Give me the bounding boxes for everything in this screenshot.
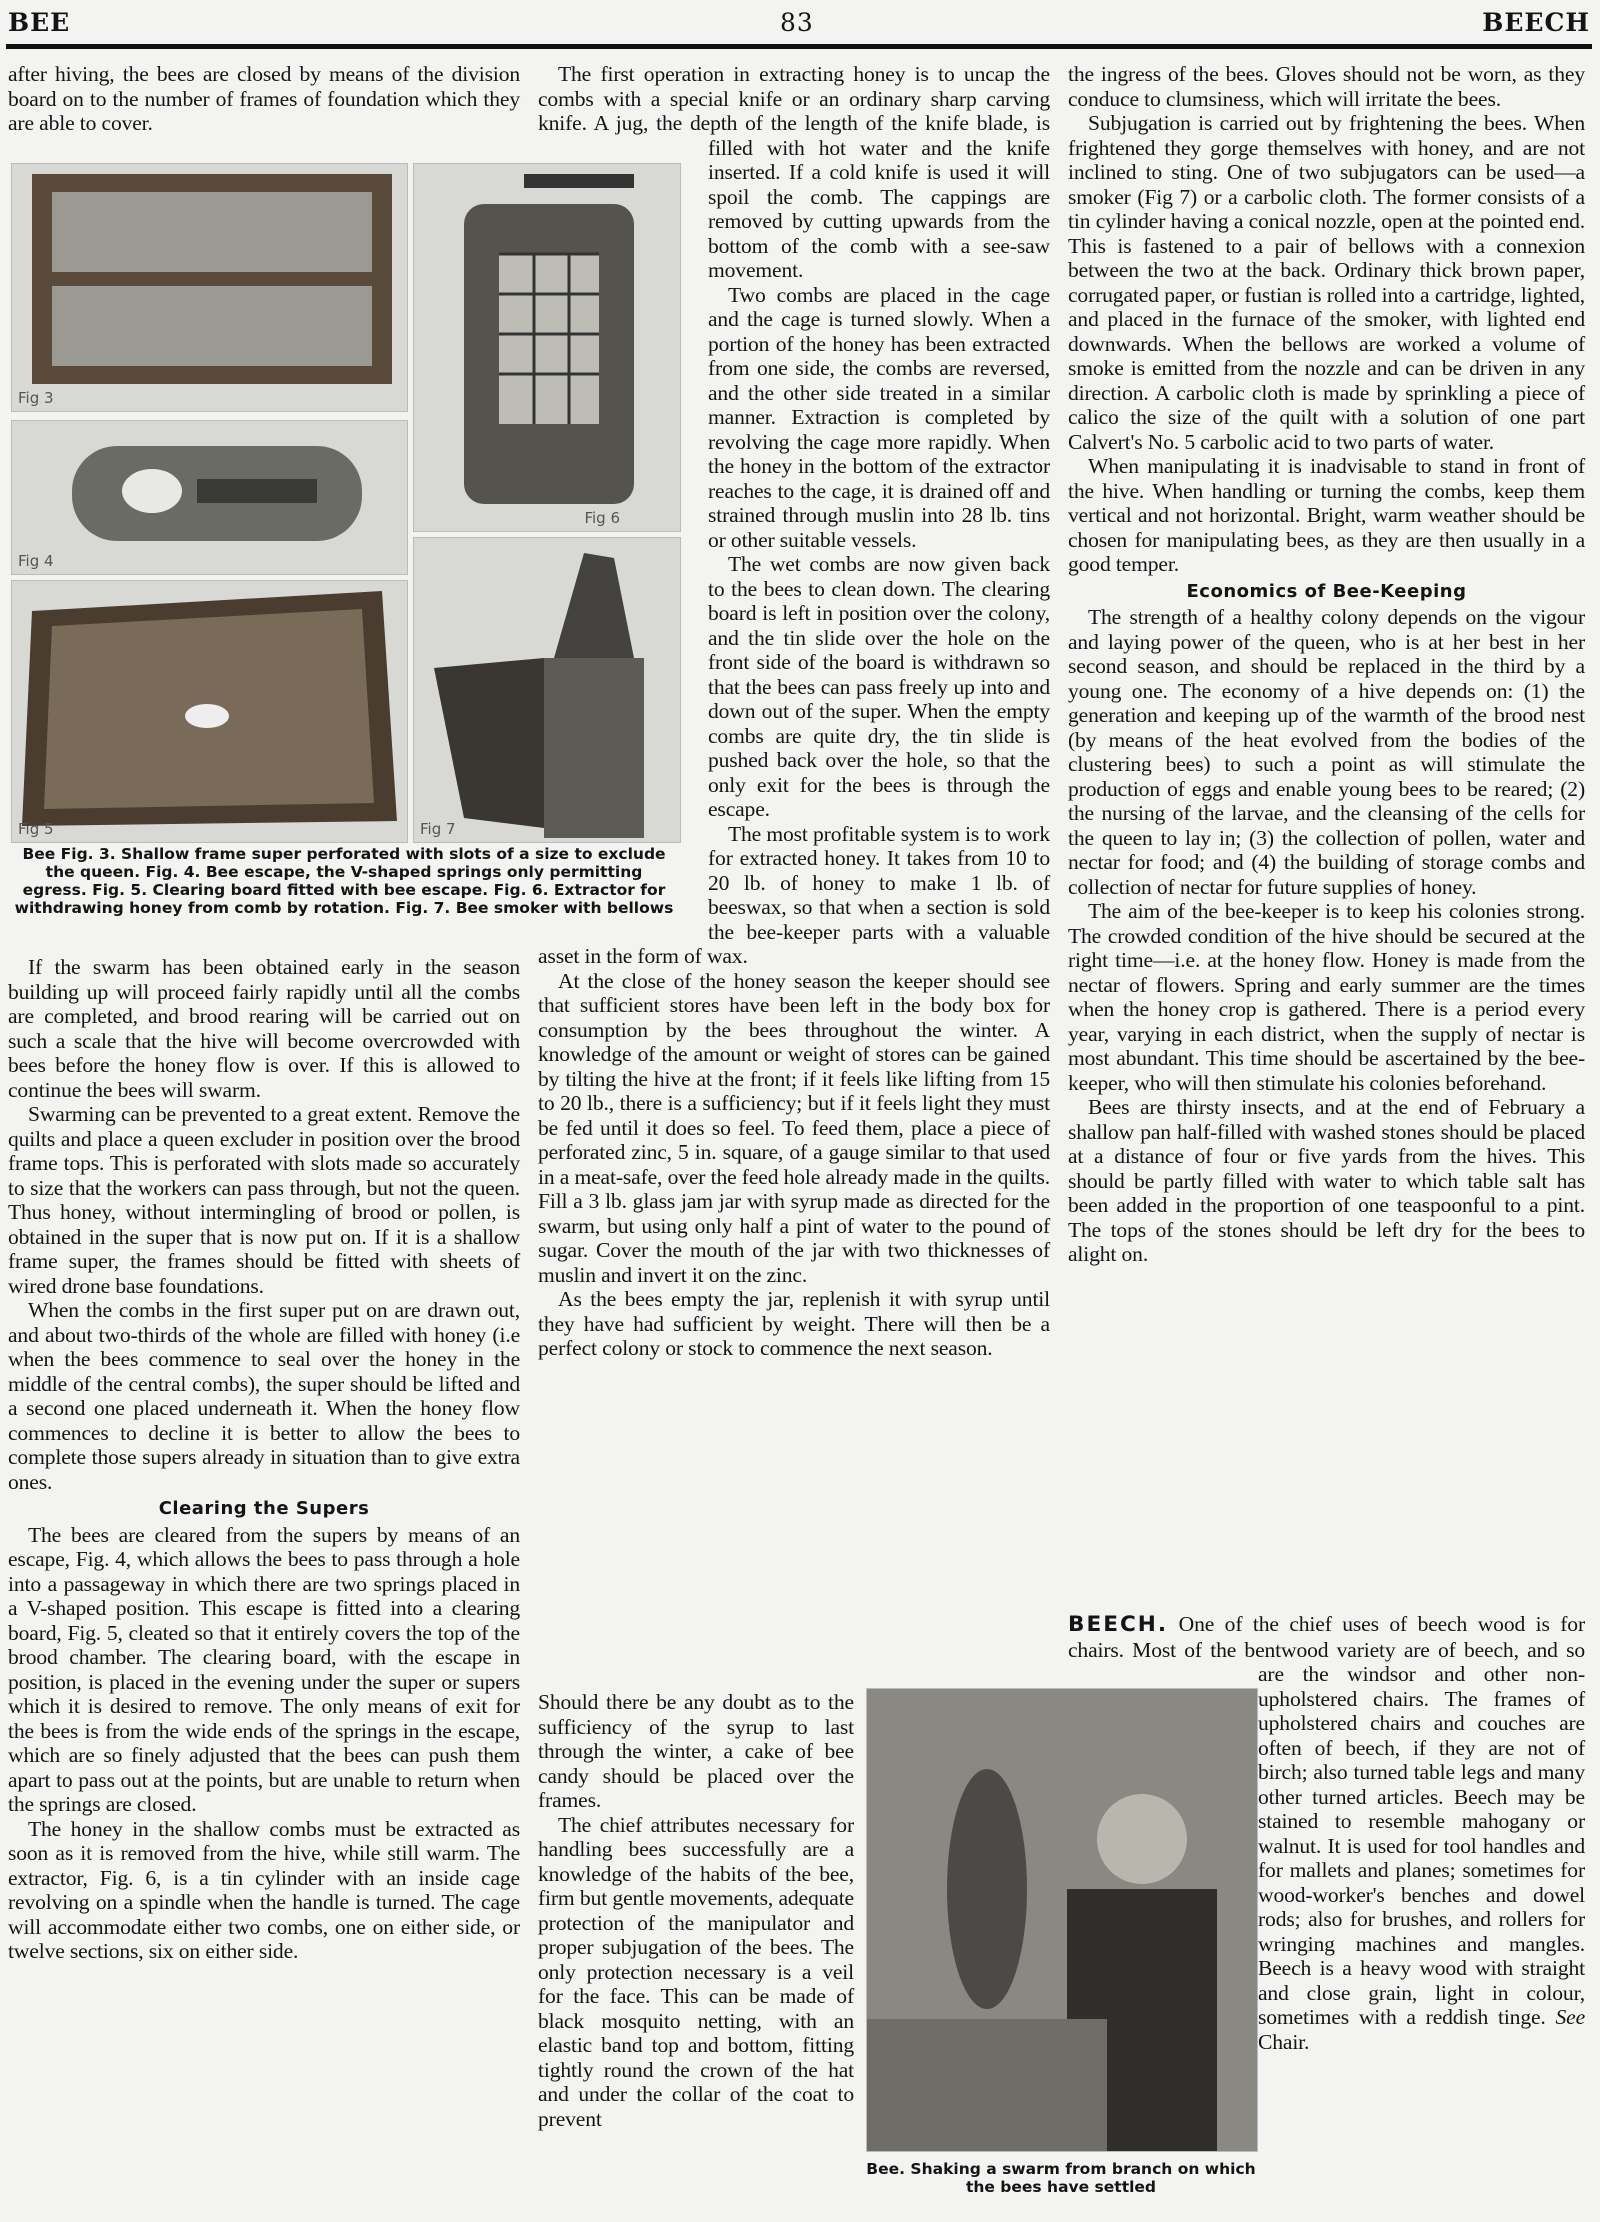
- col1-clearing-paragraphs: [8, 1523, 520, 1964]
- paragraph: The bees are cleared from the supers by means of an escape, Fig. 4, which allows the bees to pass through a hole into a passageway in which there are two springs placed in a V-shaped position. This escape is fitted into a clearing board, Fig. 5, cleated so that it entirely covers the top of the brood chamber. The clearing board, with the escape in position, is placed in the evening under the super or supers which it is desired to remove. The only means of exit for the bees is from the wide ends of the springs in the escape, which are so finely adjusted that the bees can push them apart to pass out at the points, but are unable to return when the springs are closed.: [8, 1522, 520, 1816]
- figure-label: Fig 5: [18, 820, 54, 838]
- figure-3-shallow-frame-super: [11, 163, 408, 412]
- figure-label: Fig 6: [584, 509, 620, 527]
- paragraph: At the close of the honey season the keeper should see that sufficient stores have been left in the body box for consumption by the bees throughout the winter. A knowledge of the amount or weight of stores can be gained by tilting the hive at the front; if it feels like lifting from 15 to 20 lb., there is a sufficiency; but if it feels light they must be fed until it does so feel. To feed them, place a piece of perforated zinc, 5 in. square, of a gauge similar to that used in a meat-safe, over the feed hole already made in the quilts. Fill a 3 lb. glass jam jar with syrup made as directed for the swarm, but using only half a pint of water to the pound of sugar. Cover the mouth of the jar with two thicknesses of muslin and invert it on the zinc.: [538, 968, 1050, 1287]
- paragraph: Bees are thirsty insects, and at the end of February a shallow pan half-filled with washed stones should be placed at a distance of four or five yards from the hives. This should be partly filled with water to which table salt has been added in the proportion of one teaspoonful to a pint. The tops of the stones should be left dry for the bees to alight on.: [1068, 1095, 1585, 1266]
- paragraph: The honey in the shallow combs must be extracted as soon as it is removed from the hive, while still warm. The extractor, Fig. 6, is a tin cylinder with an inside cage revolving on a spindle when the handle is turned. The cage will accommodate either two combs, one on either side, or twelve sections, six on either side.: [8, 1816, 520, 1963]
- running-head-right: BEECH: [1482, 8, 1590, 37]
- col3-economics-paragraphs: [1068, 605, 1585, 1267]
- paragraph: Subjugation is carried out by frightening the bees. When frightened they gorge themselves with honey, and are not inclined to sting. One of two subjugators can be used—a smoker (Fig 7) or a carbolic cloth. The former consists of a tin cylinder having a conical nozzle, open at the pointed end. This is fastened to a pair of bellows with a connexion between the two at the back. Ordinary thick brown paper, corrugated paper, or fustian is rolled into a cartridge, lighted, and placed in the furnace of the smoker, with lighted end downwards. When the bellows are worked a volume of smoke is emitted from the nozzle and can be driven in any direction. A carbolic cloth is made by sprinkling a piece of calico the size of the quilt with a solution of one part Calvert's No. 5 carbolic acid to two parts of water.: [1068, 111, 1585, 454]
- paragraph: When the combs in the first super put on are drawn out, and about two-thirds of the whole are filled with honey (i.e when the bees commence to seal over the honey in the middle of the central combs), the super should be lifted and a second one placed underneath it. When the honey flow commences to decline it is better to allow the bees to complete those supers already in situation than to give extra ones.: [8, 1298, 520, 1494]
- col1-top: [8, 62, 520, 136]
- col1-lower: [8, 955, 520, 1964]
- paragraph: The strength of a healthy colony depends on the vigour and laying power of the queen, who is at her best in her second season, and should be replaced in the third by a young one. The economy of a hive depends on: (1) the generation and keeping up of the warmth of the brood nest (by means of the heat evolved from the bodies of the clustering bees) to such a point as will stimulate the production of eggs and enable young bees to be reared; (2) the nursing of the larvae, and the cleansing of the cells for the queen to lay in; (3) the collection of pollen, water and nectar for food; and (4) the building of storage combs and collection of nectar for future supplies of honey.: [1068, 605, 1585, 899]
- paragraph: The first operation in extracting honey is to uncap the combs with a special knife or an ordinary sharp carving knife. A jug, the depth of the length of the knife blade, is filled with hot water and the knife inserted. If a cold knife is used it will spoil the comb. The cappings are removed by cutting upwards from the bottom of the comb with a see-saw movement.: [538, 62, 1050, 282]
- see-label: See: [1555, 2005, 1585, 2029]
- paragraph: When manipulating it is inadvisable to stand in front of the hive. When handling or turning the combs, keep them vertical and not horizontal. Bright, warm weather should be chosen for manipulating bees, as they are then usually in a good temper.: [1068, 454, 1585, 576]
- paragraph: The most profitable system is to work for extracted honey. It takes from 10 to 20 lb. of honey to make 1 lb. of beeswax, so that when a section is sold the bee-keeper parts with a valuable asset in the form of wax.: [538, 821, 1050, 968]
- paragraph: The wet combs are now given back to the bees to clean down. The clearing board is left in position over the colony, and the tin slide over the hole on the front side of the board is withdrawn so that the bees can pass freely up into and down out of the super. When the empty combs are quite dry, the tin slide is pushed back over the hole, so that the only exit for the bees is through the escape.: [708, 552, 1050, 821]
- figure-label: Fig 7: [420, 820, 456, 838]
- figure-5-clearing-board: [11, 580, 408, 843]
- col3-upper: [1068, 62, 1585, 1267]
- beech-entry: [1068, 1612, 1585, 2222]
- figure-label: Fig 3: [18, 389, 54, 407]
- col1-paragraphs: [8, 955, 520, 1494]
- page-number: 83: [780, 8, 814, 37]
- paragraph: after hiving, the bees are closed by means of the division board on to the number of frames of foundation which they are able to cover.: [8, 62, 520, 135]
- paragraph: The aim of the bee-keeper is to keep his colonies strong. The crowded condition of the hive should be secured at the right time—i.e. at the honey flow. Honey is made from the nectar of flowers. Spring and early summer are the times when the honey crop is gathered. There is a period every year, varying in each district, when the supply of nectar is most abundant. This time should be ascertained by the bee-keeper, who will then stimulate his colonies beforehand.: [1068, 899, 1585, 1095]
- paragraph: As the bees empty the jar, replenish it with syrup until they have had sufficient by weight. There will then be a perfect colony or stock to commence the next season.: [538, 1287, 1050, 1360]
- figure-4-bee-escape: [11, 420, 408, 575]
- beech-text: One of the chief uses of beech wood is for chairs. Most of the bentwood variety are of beech, and so are the windsor and other non-upholstered chairs. The frames of upholstered chairs and couches are often of beech, if they are not of birch; also turned table legs and many other turned articles. Beech may be stained to resemble mahogany or walnut. It is used for tool handles and for mallets and planes; sometimes for wood-worker's benches and dowel rods; also for brushes, and rollers for wringing machines and mangles. Beech is a heavy wood with straight and close grain, light in colour, sometimes with a reddish tinge.: [1068, 1612, 1585, 2029]
- header-rule: [6, 44, 1592, 49]
- col2-upper: [538, 62, 1050, 1361]
- cross-reference-chair[interactable]: Chair.: [1258, 2029, 1310, 2054]
- paragraph: Swarming can be prevented to a great extent. Remove the quilts and place a queen excluder in position over the brood frame tops. This is perforated with slots made so accurately to size that the workers can pass through, but not the queen. Thus honey, without intermingling of brood or pollen, is obtained in the super that is now put on. If it is a shallow frame super, the frames should be fitted with sheets of wired drone base foundations.: [8, 1102, 520, 1298]
- section-heading-economics: Economics of Bee-Keeping: [1186, 580, 1467, 602]
- paragraph: the ingress of the bees. Gloves should not be worn, as they conduce to clumsiness, which will irritate the bees.: [1068, 62, 1585, 111]
- paragraph: If the swarm has been obtained early in the season building up will proceed fairly rapidly until all the combs are completed, and brood rearing will be carried out on such a scale that the hive will become overcrowded with bees before the honey flow is over. If this is allowed to continue the bees will swarm.: [8, 955, 520, 1102]
- paragraph: Should there be any doubt as to the sufficiency of the syrup to last through the winter, a cake of bee candy should be placed over the frames.: [538, 1690, 854, 1812]
- figure-wrap-spacer: [538, 140, 708, 940]
- section-heading-clearing-the-supers: Clearing the Supers: [158, 1498, 370, 1519]
- col3-paragraphs: [1068, 62, 1585, 577]
- figure-label: Fig 4: [18, 552, 54, 570]
- photo-caption: Bee. Shaking a swarm from branch on which the bees have settled: [866, 2160, 1256, 2196]
- paragraph: The chief attributes necessary for handling bees successfully are a knowledge of the habits of the bee, firm but gentle movements, adequate protection of the manipulator and proper subjugation of the bees. The only protection necessary is a veil for the face. This can be made of black mosquito netting, with an elastic band top and bottom, fitting tightly round the crown of the hat and under the collar of the coat to prevent: [538, 1812, 854, 2131]
- running-head-left: BEE: [8, 8, 71, 37]
- paragraph: Two combs are placed in the cage and the cage is turned slowly. When a portion of the honey has been extracted from one side, the combs are reversed, and the other side treated in a similar manner. Extraction is completed by revolving the cage more rapidly. When the honey in the bottom of the extractor reaches to the cage, it is drained off and strained through muslin into 28 lb. tins or other suitable vessels.: [708, 282, 1050, 552]
- col2-lower: [538, 1690, 854, 2131]
- photo-wrap-spacer: [1068, 1662, 1258, 2222]
- figure-caption: Bee Fig. 3. Shallow frame super perforated with slots of a size to exclude the queen. Fig. 4. Bee escape, the V-shaped springs only permitting egress. Fig. 5. Clearing board fitted with bee escape. Fig. 6. Extractor for withdrawing honey from comb by rotation. Fig. 7. Bee smoker with bellows: [14, 845, 674, 917]
- entry-term-beech: BEECH.: [1068, 1612, 1169, 1637]
